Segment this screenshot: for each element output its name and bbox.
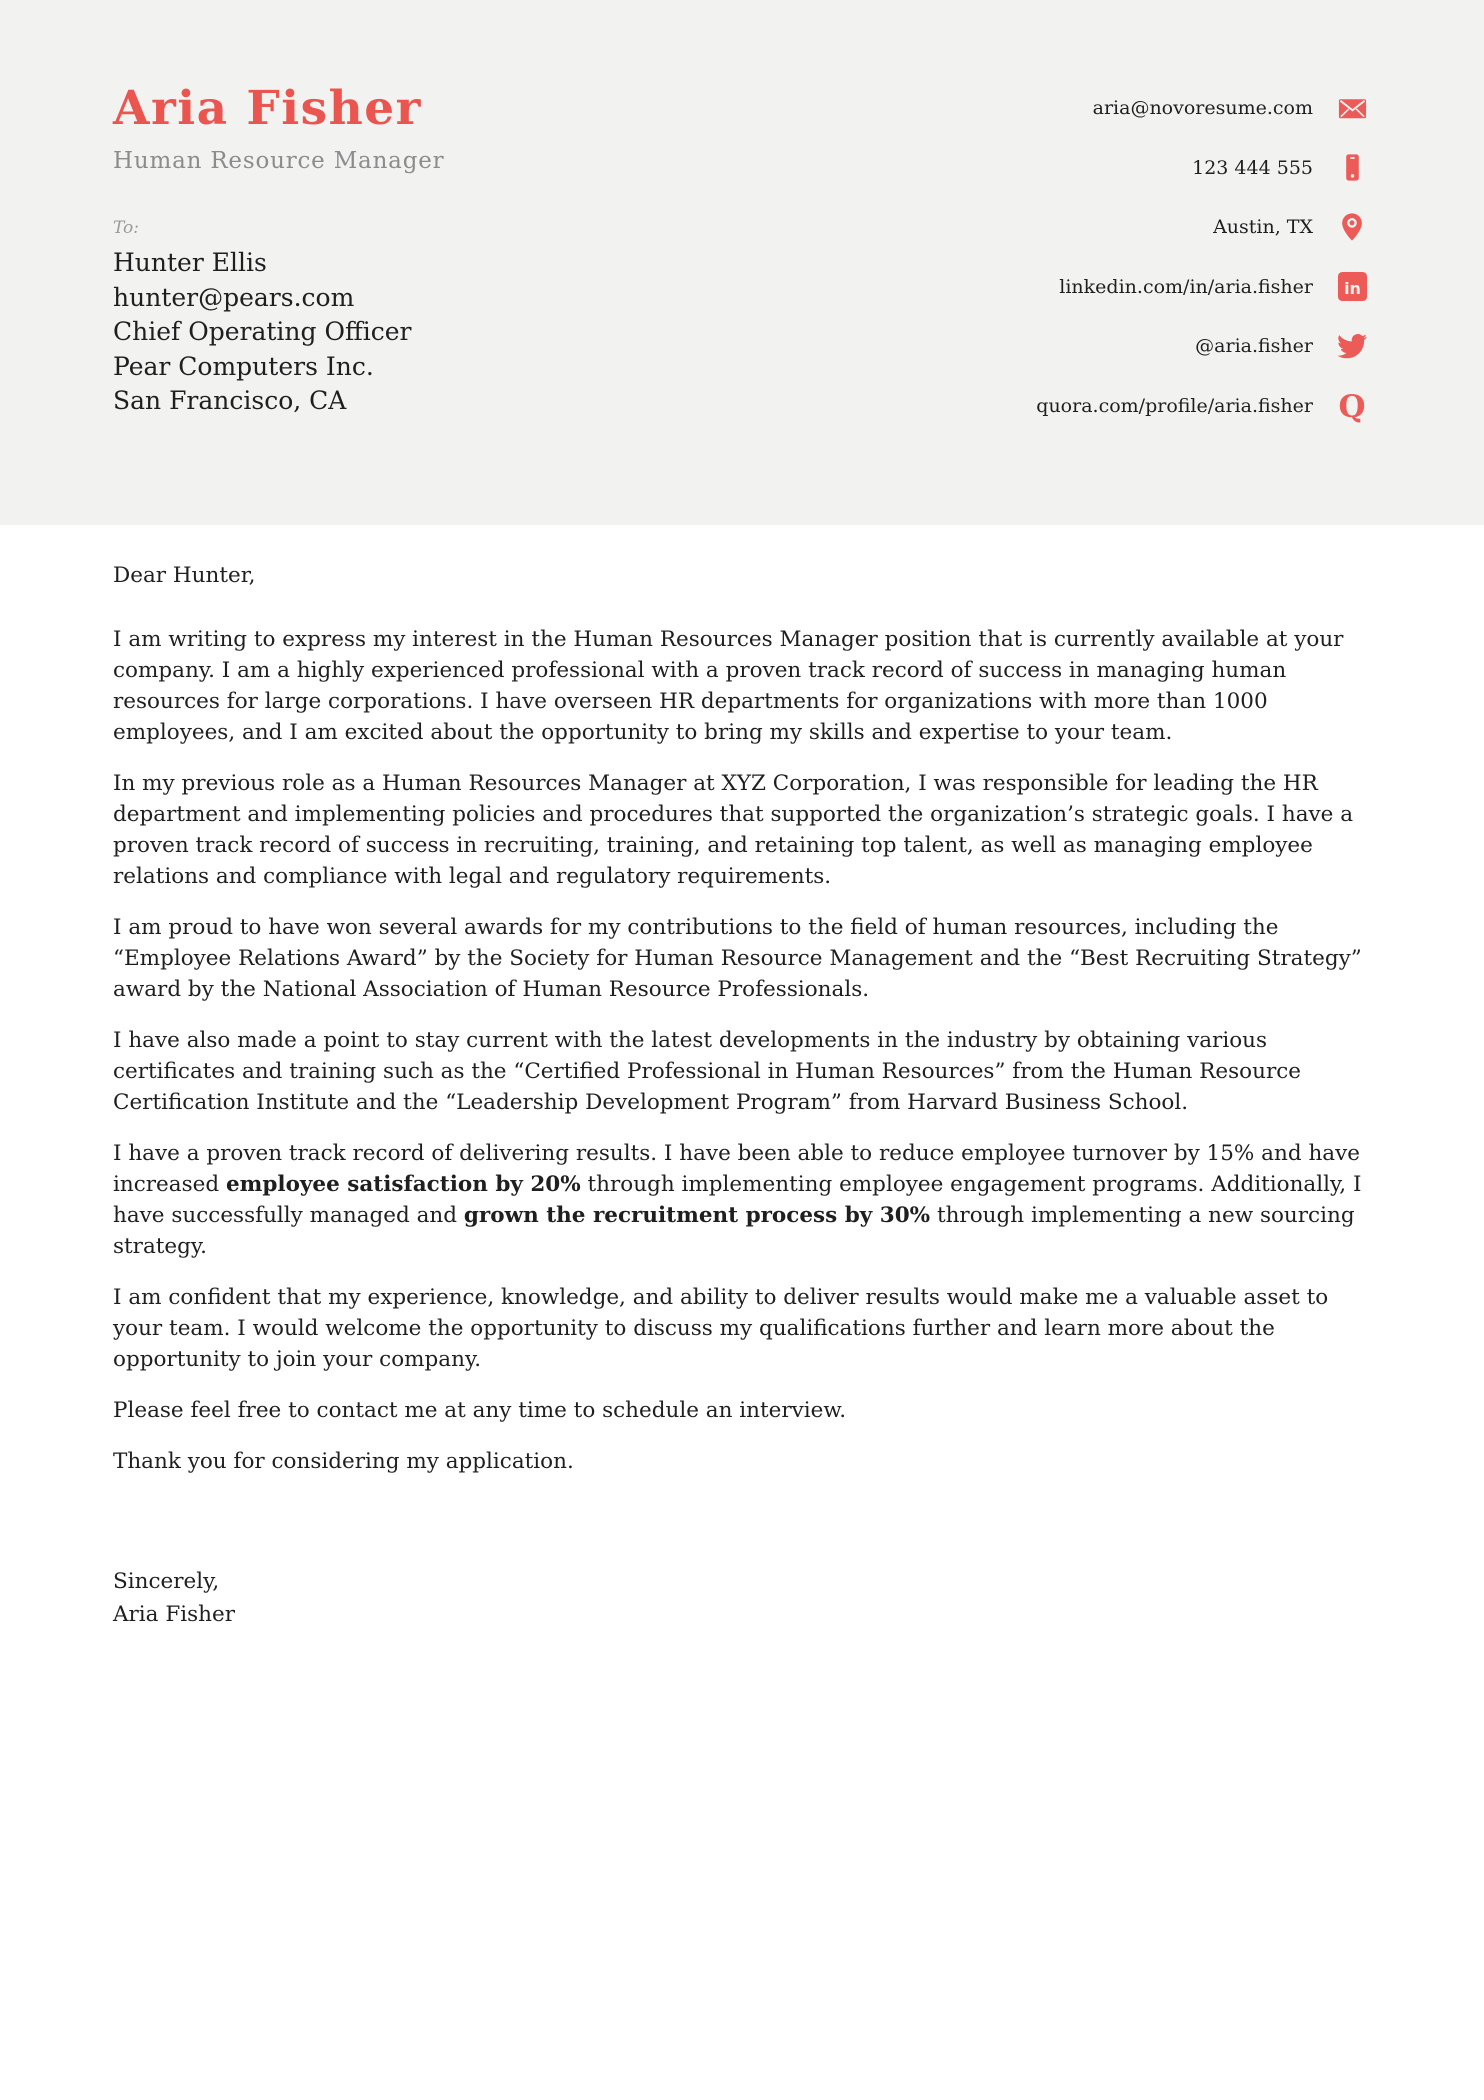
sender-block [113, 0, 444, 525]
paragraph [113, 624, 1371, 748]
paragraphs-container [113, 624, 1371, 1477]
recipient-line: San Francisco, CA [113, 386, 347, 416]
linkedin-icon [1336, 271, 1368, 303]
sender-job-title: Human Resource Manager [113, 148, 445, 175]
paragraph-segment: through implementing a new sourcing strategy. [113, 1203, 1355, 1259]
quora-icon [1336, 390, 1368, 422]
recipient-line: Chief Operating Officer [113, 317, 412, 347]
contact-row [1036, 152, 1368, 184]
paragraph [113, 1446, 1371, 1477]
paragraph-segment: Please feel free to contact me at any time to schedule an interview. [113, 1398, 847, 1423]
contact-label: 123 444 555 [1192, 156, 1313, 179]
contact-row [1036, 390, 1368, 422]
greeting: Dear Hunter, [113, 563, 256, 588]
contact-label: Austin, TX [1213, 216, 1313, 238]
paragraph [113, 1025, 1371, 1118]
recipient-line: Pear Computers Inc. [113, 351, 374, 381]
paragraph-segment: In my previous role as a Human Resources Manager at XYZ Corporation, I was responsible for leading the HR department and implementing policies and procedures that supported the organization’s strategic goals. I have a proven track record of success in recruiting, training, and retaining top talent, as well as managing employee relations and compliance with legal and regulatory requirements. [113, 771, 1354, 889]
contact-row [1036, 271, 1368, 303]
paragraph-segment: I am proud to have won several awards for my contributions to the field of human resources, including the “Employee Relations Award” by the Society for Human Resource Management and the “Best Recruiting Strategy” award by the National Association of Human Resource Professionals. [113, 915, 1362, 1002]
contact-row [1036, 330, 1368, 362]
contact-label: linkedin.com/in/aria.fisher [1059, 275, 1313, 298]
letter-body [113, 560, 1371, 1631]
phone-icon [1336, 152, 1368, 184]
recipient-line: hunter@pears.com [113, 282, 355, 312]
paragraph [113, 768, 1371, 892]
paragraph-segment: through implementing employee engagement programs. Additionally, I have successfully managed and [113, 1172, 1362, 1228]
recipient-block [113, 246, 444, 419]
paragraph [113, 1138, 1371, 1262]
closing-block [113, 1565, 1371, 1631]
paragraph-segment: I am writing to express my interest in the Human Resources Manager position that is currently available at your company. I am a highly experienced professional with a proven track record of success in managing human resources for large corporations. I have overseen HR departments for organizations with more than 1000 employees, and I am excited about the opportunity to bring my skills and expertise to your team. [113, 627, 1344, 745]
paragraph-segment: I have a proven track record of delivering results. I have been able to reduce employee turnover by 15% and have increased [113, 1141, 1360, 1197]
svg-text:in: in [1343, 278, 1361, 298]
bold-text: employee satisfaction by 20% [225, 1172, 581, 1197]
closing-signature: Aria Fisher [113, 1602, 236, 1627]
to-label: To: [113, 218, 139, 239]
paragraph-segment: I am confident that my experience, knowledge, and ability to deliver results would make me a valuable asset to your team. I would welcome the opportunity to discuss my qualifications further and learn more about the opportunity to join your company. [113, 1285, 1329, 1372]
paragraph-segment: I have also made a point to stay current with the latest developments in the industry by obtaining various certificates and training such as the “Certified Professional in Human Resources” from the Human Resource Certification Institute and the “Leadership Development Program” from Harvard Business School. [113, 1028, 1302, 1115]
contact-row [1036, 92, 1368, 124]
paragraph [113, 912, 1371, 1005]
paragraph [113, 1282, 1371, 1375]
closing-salutation: Sincerely, [113, 1569, 220, 1594]
contact-label: aria@novoresume.com [1092, 97, 1313, 119]
sender-name: Aria Fisher [113, 81, 422, 136]
email-icon [1336, 92, 1368, 124]
bold-text: grown the recruitment process by 30% [463, 1203, 931, 1228]
twitter-icon [1336, 330, 1368, 362]
contact-label: quora.com/profile/aria.fisher [1036, 394, 1313, 417]
contact-row [1036, 211, 1368, 243]
paragraph-segment: Thank you for considering my application. [113, 1449, 574, 1474]
svg-text:Q: Q [1338, 388, 1366, 423]
contact-label: @aria.fisher [1195, 335, 1313, 357]
location-icon [1336, 211, 1368, 243]
contact-list [1036, 0, 1368, 525]
paragraph [113, 1395, 1371, 1426]
recipient-line: Hunter Ellis [113, 248, 267, 278]
header [0, 0, 1484, 525]
